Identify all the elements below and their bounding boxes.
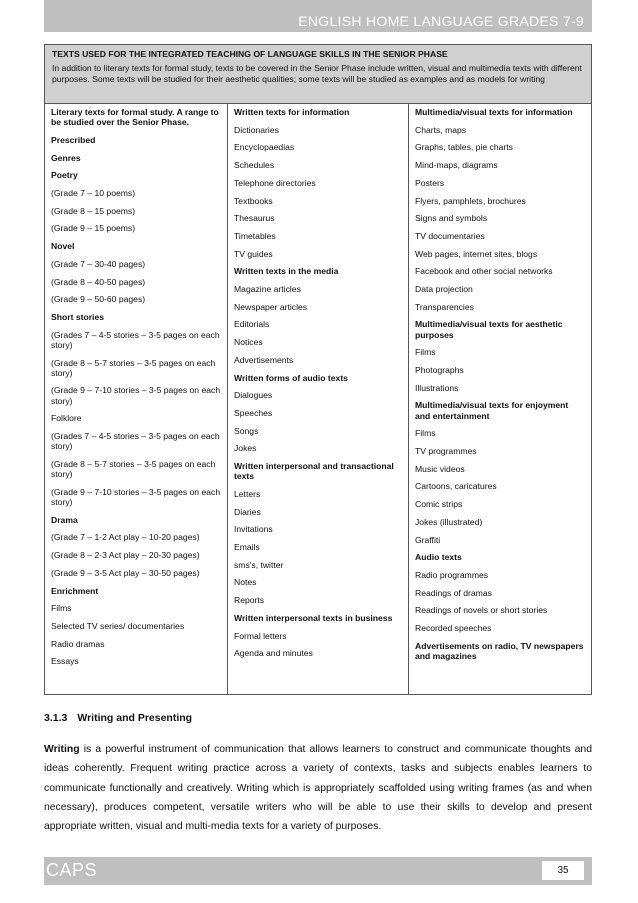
list-item: Graffiti	[415, 534, 441, 545]
list-item: (Grade 9 – 50-60 pages)	[51, 294, 146, 305]
section-heading	[44, 712, 192, 724]
list-item: Essays	[51, 656, 79, 667]
list-item: Encyclopaedias	[234, 142, 295, 153]
category-heading: Written texts in the media	[234, 266, 339, 277]
list-item: Editorials	[234, 319, 270, 330]
list-item: Letters	[234, 488, 261, 499]
list-item: Posters	[415, 177, 445, 188]
category-heading: Drama	[51, 514, 78, 525]
list-item: Cartoons, caricatures	[415, 481, 497, 492]
list-item: (Grade 7 – 30-40 pages)	[51, 258, 146, 269]
list-item: Diaries	[234, 506, 261, 517]
category-heading: Enrichment	[51, 585, 99, 596]
list-item: (Grade 9 – 15 poems)	[51, 223, 136, 234]
list-item: (Grade 8 – 2-3 Act play – 20-30 pages)	[51, 550, 200, 561]
list-item: Agenda and minutes	[234, 648, 313, 659]
list-item: Radio programmes	[415, 569, 489, 580]
category-heading: Written interpersonal texts in business	[234, 612, 393, 623]
list-item: Films	[51, 603, 72, 614]
list-item: Radio dramas	[51, 638, 105, 649]
table-columns	[45, 104, 591, 694]
list-item: (Grade 7 – 10 poems)	[51, 188, 136, 199]
list-item: Illustrations	[415, 382, 459, 393]
list-item: Films	[415, 347, 436, 358]
list-item: TV programmes	[415, 446, 477, 457]
list-item: TV guides	[234, 248, 273, 259]
list-item: (Grade 8 – 5-7 stories – 3-5 pages on each story)	[51, 357, 216, 378]
category-heading: Short stories	[51, 311, 105, 322]
category-heading: Written texts for information	[234, 107, 350, 117]
list-item: Jokes (illustrated)	[415, 516, 483, 527]
table-header	[45, 45, 591, 104]
table-intro: In addition to literary texts for formal study, texts to be covered in the Senior Phase include written, visual and multimedia texts with different purposes. Some texts will be studied for their aesthetic qualities; some texts will be studied as examples and as models for writing	[52, 62, 582, 84]
category-heading: Advertisements on radio, TV newspapers and magazines	[415, 640, 584, 661]
list-item: Notices	[234, 337, 263, 348]
multimedia-texts-column	[409, 104, 591, 694]
table-title: TEXTS USED FOR THE INTEGRATED TEACHING OF LANGUAGE SKILLS IN THE SENIOR PHASE	[52, 49, 448, 59]
header-bar	[44, 0, 592, 32]
category-heading: Novel	[51, 241, 75, 252]
category-heading: Written interpersonal and transactional texts	[234, 461, 394, 482]
category-heading: Audio texts	[415, 552, 462, 563]
list-item: Telephone directories	[234, 177, 316, 188]
category-heading: Multimedia/visual texts for aesthetic purposes	[415, 319, 563, 340]
list-item: Recorded speeches	[415, 623, 492, 634]
section-paragraph	[44, 740, 592, 836]
footer-label: CAPS	[46, 860, 98, 880]
category-heading: Literary texts for formal study. A range to be studied over the Senior Phase.	[51, 107, 219, 128]
list-item: Notes	[234, 577, 257, 588]
written-texts-column	[228, 104, 409, 694]
list-item: Comic strips	[415, 499, 463, 510]
list-item: Emails	[234, 542, 260, 553]
list-item: Dictionaries	[234, 124, 279, 135]
list-item: Newspaper articles	[234, 301, 308, 312]
list-item: (Grade 9 – 3-5 Act play – 30-50 pages)	[51, 567, 200, 578]
texts-table	[44, 44, 592, 695]
list-item: Photographs	[415, 365, 464, 376]
list-item: Dialogues	[234, 390, 273, 401]
paragraph-lead: Writing	[44, 744, 80, 755]
list-item: (Grade 8 – 15 poems)	[51, 205, 136, 216]
list-item: (Grade 9 – 7-10 stories – 3-5 pages on each story)	[51, 486, 221, 508]
list-item: (Grade 9 – 7-10 stories – 3-5 pages on each story)	[51, 385, 221, 406]
list-item: Reports	[234, 595, 265, 606]
list-item: Invitations	[234, 524, 273, 535]
list-item: Folklore	[51, 413, 82, 424]
list-item: Charts, maps	[415, 124, 467, 135]
list-item: Formal letters	[234, 630, 287, 641]
document-header-title: ENGLISH HOME LANGUAGE GRADES 7-9	[298, 13, 584, 29]
list-item: Flyers, pamphlets, brochures	[415, 195, 526, 206]
list-item: TV documentaries	[415, 230, 485, 241]
list-item: Web pages, internet sites, blogs	[415, 248, 538, 259]
list-item: Magazine articles	[234, 284, 301, 295]
list-item: Advertisements	[234, 354, 294, 365]
list-item: Films	[415, 428, 436, 439]
literary-texts-column	[45, 104, 228, 694]
list-item: (Grade 8 – 5-7 stories – 3-5 pages on each story)	[51, 458, 216, 480]
category-heading: Prescribed	[51, 134, 96, 145]
list-item: (Grades 7 – 4-5 stories – 3-5 pages on each story)	[51, 329, 220, 350]
list-item: Schedules	[234, 160, 275, 171]
category-heading: Written forms of audio texts	[234, 372, 348, 383]
list-item: Speeches	[234, 407, 273, 418]
category-heading: Multimedia/visual texts for information	[415, 107, 573, 117]
list-item: (Grades 7 – 4-5 stories – 3-5 pages on each story)	[51, 431, 220, 452]
footer-bar	[44, 857, 592, 885]
list-item: Mind-maps, diagrams	[415, 160, 498, 171]
category-heading: Multimedia/visual texts for enjoyment and entertainment	[415, 400, 569, 421]
section-number: 3.1.3	[44, 712, 68, 724]
list-item: (Grade 8 – 40-50 pages)	[51, 276, 146, 287]
list-item: Songs	[234, 425, 259, 436]
list-item: Timetables	[234, 230, 276, 241]
list-item: Readings of novels or short stories	[415, 605, 548, 616]
list-item: Jokes	[234, 443, 257, 454]
list-item: sms's, twitter	[234, 559, 284, 570]
list-item: Thesaurus	[234, 213, 275, 224]
list-item: Transparencies	[415, 301, 474, 312]
list-item: Readings of dramas	[415, 587, 492, 598]
section-title: Writing and Presenting	[77, 712, 193, 724]
list-item: Selected TV series/ documentaries	[51, 621, 185, 631]
list-item: Data projection	[415, 284, 473, 295]
paragraph-body: is a powerful instrument of communication that allows learners to construct and communicate thoughts and ideas coherently. Frequent writing practice across a variety of contexts, tasks and subjects enables learners to communicate functionally and creatively. Writing which is appropriately scaffolded using writing frames (as and when necessary), produces competent, versatile writers who will be able to use their skills to develop and present appropriate written, visual and multi-media texts for a variety of purposes.	[44, 744, 592, 833]
list-item: Signs and symbols	[415, 213, 488, 224]
category-heading: Genres	[51, 152, 81, 163]
list-item: Music videos	[415, 463, 465, 474]
page-number: 35	[542, 861, 584, 880]
category-heading: Poetry	[51, 170, 78, 181]
list-item: Graphs, tables, pie charts	[415, 142, 513, 153]
list-item: Facebook and other social networks	[415, 266, 553, 277]
list-item: (Grade 7 – 1-2 Act play – 10-20 pages)	[51, 532, 200, 543]
list-item: Textbooks	[234, 195, 273, 206]
